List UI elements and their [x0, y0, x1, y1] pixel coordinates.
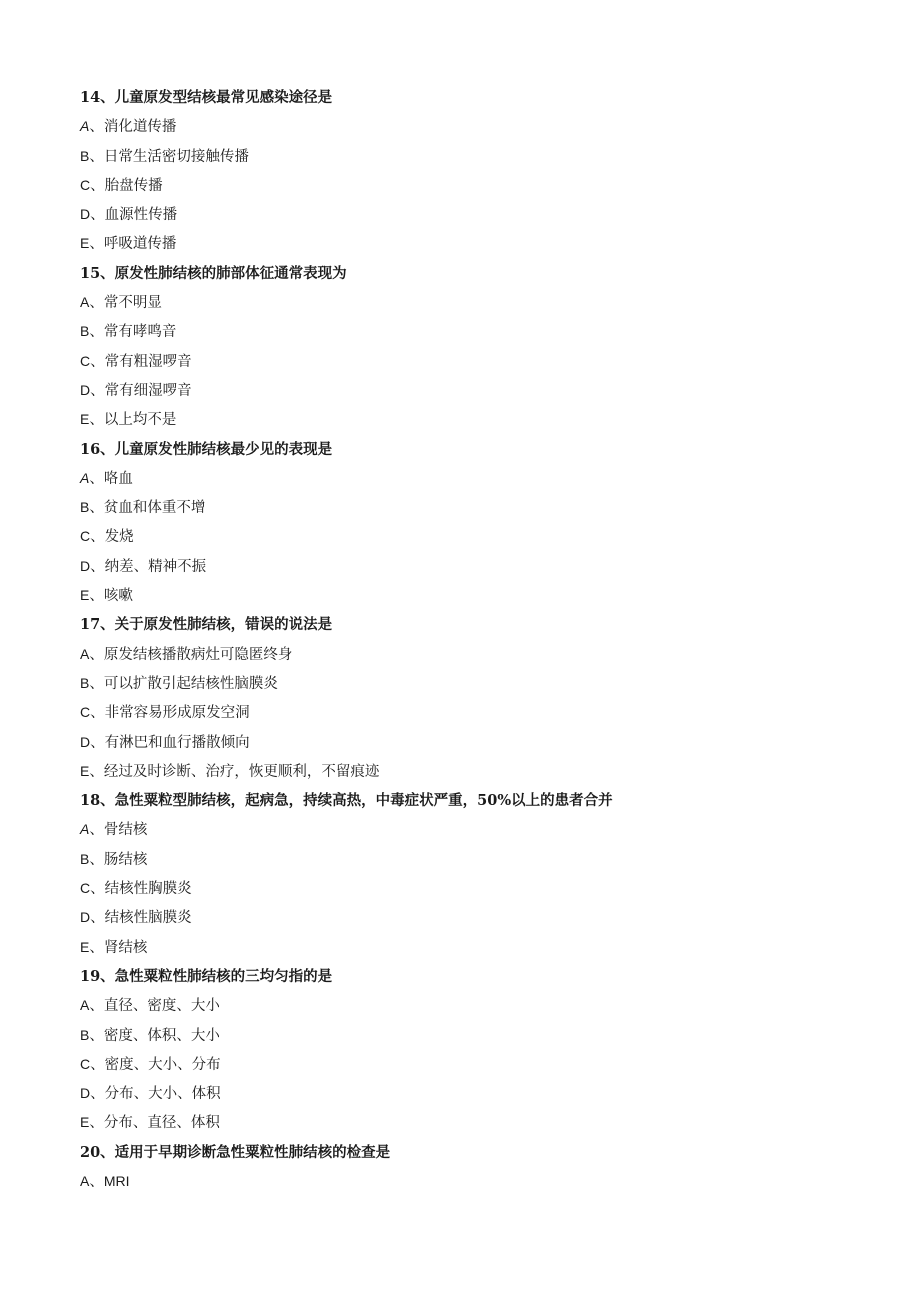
option-letter: D	[80, 1085, 91, 1102]
option-separator: 、	[89, 295, 104, 312]
option-16-b	[80, 493, 880, 522]
option-letter: C	[80, 704, 91, 721]
option-text: 常不明显	[103, 295, 162, 312]
option-16-d	[80, 552, 880, 581]
option-separator: 、	[90, 177, 105, 194]
option-letter: B	[80, 323, 90, 340]
option-text: 结核性脑膜炎	[104, 910, 192, 927]
option-letter: C	[80, 1055, 91, 1072]
question-14: 14、儿童原发型结核最常见感染途径是	[80, 89, 333, 106]
option-separator: 、	[90, 529, 105, 546]
option-text: 可以扩散引起结核性脑膜炎	[103, 675, 278, 692]
option-16-e	[80, 581, 880, 610]
option-separator: 、	[89, 822, 104, 839]
option-separator: 、	[90, 881, 105, 898]
option-letter: A	[80, 645, 90, 662]
option-letter: C	[80, 880, 91, 897]
option-16-a	[80, 464, 880, 493]
option-text: MRI	[103, 1172, 130, 1189]
option-letter: E	[80, 235, 90, 252]
option-letter: B	[80, 147, 90, 164]
option-separator: 、	[89, 1027, 104, 1044]
option-text: 咳嗽	[103, 588, 133, 605]
option-letter: E	[80, 1114, 90, 1131]
option-text: 咯血	[103, 470, 133, 487]
option-15-a	[80, 288, 880, 317]
option-separator: 、	[90, 558, 105, 575]
option-15-d	[80, 376, 880, 405]
question-17: 17、关于原发性肺结核，错误的说法是	[80, 616, 333, 634]
option-18-d	[80, 903, 880, 932]
option-letter: A	[80, 1172, 90, 1189]
option-separator: 、	[89, 998, 104, 1015]
question-20: 20、适用于早期诊断急性粟粒性肺结核的检查是	[80, 1143, 391, 1161]
option-separator: 、	[89, 500, 104, 517]
question-18: 18、急性粟粒型肺结核，起病急，持续高热，中毒症状严重，50%以上的患者合并	[80, 792, 613, 810]
option-separator: 、	[90, 353, 105, 370]
option-separator: 、	[89, 236, 104, 253]
option-letter: E	[80, 762, 90, 779]
question-19: 19、急性粟粒性肺结核的三均匀指的是	[80, 967, 333, 985]
option-text: 以上均不是	[103, 412, 177, 429]
option-text: 结核性胸膜炎	[104, 881, 192, 898]
option-separator: 、	[90, 1086, 105, 1103]
option-17-a	[80, 640, 880, 669]
option-14-a	[80, 112, 880, 141]
option-text: 常有哮鸣音	[103, 324, 177, 341]
option-18-c	[80, 874, 880, 903]
option-separator: 、	[89, 851, 104, 868]
option-separator: 、	[90, 207, 105, 224]
option-text: 肾结核	[103, 939, 148, 956]
option-16-c	[80, 522, 880, 551]
option-text: 常有细湿啰音	[104, 382, 192, 399]
option-17-e	[80, 757, 880, 786]
option-15-b	[80, 317, 880, 346]
option-text: 肠结核	[103, 851, 148, 868]
question-16: 16、儿童原发性肺结核最少见的表现是	[80, 440, 333, 458]
option-letter: C	[80, 352, 91, 369]
option-text: 原发结核播散病灶可隐匿终身	[103, 646, 293, 663]
option-text: 日常生活密切接触传播	[103, 148, 249, 165]
option-separator: 、	[90, 705, 105, 722]
option-separator: 、	[89, 1173, 104, 1190]
option-separator: 、	[90, 734, 105, 751]
option-20-a	[80, 1167, 880, 1196]
option-separator: 、	[89, 763, 104, 780]
option-14-b	[80, 142, 880, 171]
option-text: 常有粗湿啰音	[104, 353, 192, 370]
option-letter: B	[80, 674, 90, 691]
option-letter: E	[80, 938, 90, 955]
option-separator: 、	[90, 910, 105, 927]
option-letter: B	[80, 499, 90, 516]
option-text: 消化道传播	[103, 119, 177, 136]
option-separator: 、	[89, 588, 104, 605]
option-separator: 、	[89, 646, 104, 663]
option-letter: A	[80, 294, 90, 311]
option-letter: D	[80, 733, 91, 750]
option-text: 发烧	[104, 529, 134, 546]
option-text: 骨结核	[103, 822, 148, 839]
option-19-c	[80, 1050, 880, 1079]
option-19-b	[80, 1021, 880, 1050]
option-17-d	[80, 728, 880, 757]
option-separator: 、	[89, 939, 104, 956]
option-letter: D	[80, 909, 91, 926]
option-letter: A	[80, 821, 90, 838]
option-letter: B	[80, 1026, 90, 1043]
option-text: 密度、体积、大小	[103, 1027, 220, 1044]
option-letter: A	[80, 118, 90, 135]
option-14-c	[80, 171, 880, 200]
option-text: 分布、大小、体积	[104, 1086, 221, 1103]
option-18-e	[80, 933, 880, 962]
option-separator: 、	[89, 470, 104, 487]
option-separator: 、	[89, 412, 104, 429]
option-text: 呼吸道传播	[103, 236, 177, 253]
option-letter: D	[80, 206, 91, 223]
option-text: 贫血和体重不增	[103, 500, 206, 517]
option-letter: B	[80, 850, 90, 867]
option-letter: D	[80, 381, 91, 398]
question-15: 15、原发性肺结核的肺部体征通常表现为	[80, 264, 347, 282]
option-19-d	[80, 1079, 880, 1108]
option-14-e	[80, 229, 880, 258]
option-separator: 、	[89, 324, 104, 341]
option-separator: 、	[89, 1115, 104, 1132]
option-text: 非常容易形成原发空洞	[104, 705, 250, 722]
option-18-b	[80, 845, 880, 874]
option-text: 经过及时诊断、治疗，恢更顺利，不留痕迹	[103, 763, 380, 780]
option-letter: C	[80, 528, 91, 545]
option-letter: C	[80, 176, 91, 193]
option-19-e	[80, 1108, 880, 1137]
option-text: 直径、密度、大小	[103, 998, 220, 1015]
option-separator: 、	[89, 675, 104, 692]
option-15-c	[80, 347, 880, 376]
option-letter: E	[80, 587, 90, 604]
option-17-c	[80, 698, 880, 727]
option-text: 血源性传播	[104, 207, 178, 224]
option-separator: 、	[90, 1056, 105, 1073]
document-page	[80, 83, 880, 1196]
option-15-e	[80, 405, 880, 434]
option-letter: D	[80, 557, 91, 574]
option-text: 纳差、精神不振	[104, 558, 207, 575]
option-letter: E	[80, 411, 90, 428]
option-separator: 、	[89, 148, 104, 165]
option-14-d	[80, 200, 880, 229]
option-17-b	[80, 669, 880, 698]
option-letter: A	[80, 469, 90, 486]
option-text: 密度、大小、分布	[104, 1056, 221, 1073]
option-text: 胎盘传播	[104, 177, 163, 194]
option-letter: A	[80, 997, 90, 1014]
option-19-a	[80, 991, 880, 1020]
option-text: 分布、直径、体积	[103, 1115, 220, 1132]
option-separator: 、	[89, 119, 104, 136]
option-18-a	[80, 815, 880, 844]
option-separator: 、	[90, 382, 105, 399]
option-text: 有淋巴和血行播散倾向	[104, 734, 250, 751]
